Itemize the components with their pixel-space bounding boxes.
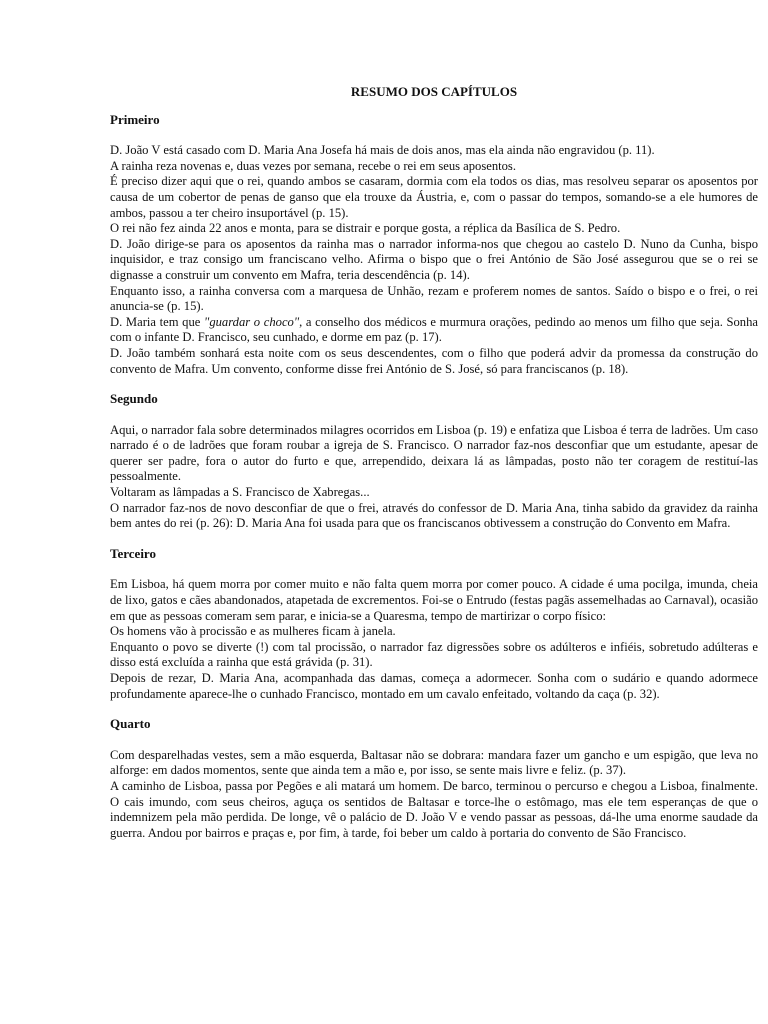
paragraph: É preciso dizer aqui que o rei, quando ambos se casaram, dormia com ela todos os dias, mas resolveu separar os aposentos por causa de um cobertor de penas de ganso que ela trouxe da Áustria, e, com o passar do tempos, somando-se a ele humores de ambos, passou a ter cheiro insuportável (p. 15). — [110, 174, 758, 220]
chapter-section-quarto — [110, 716, 758, 841]
paragraph: Enquanto o povo se diverte (!) com tal procissão, o narrador faz digressões sobre os adúlteros e infiéis, sobretudo adúlteras e disso está excluída a rainha que está grávida (p. 31). — [110, 639, 758, 670]
chapter-heading: Segundo — [110, 391, 158, 407]
paragraph: Com desparelhadas vestes, sem a mão esquerda, Baltasar não se dobrara: mandara fazer um gancho e um espigão, que leva no alforge: em dados momentos, sente que ainda tem a mão e, por isso, se sente mais livre e feliz. (p. 37). — [110, 747, 758, 778]
paragraph-text: , a conselho dos médicos e murmura orações, pedindo ao menos um filho que seja. Sonha com o infante D. Francisco, seu cunhado, e dorme em paz (p. 17). — [110, 314, 758, 345]
paragraph-text: D. Maria tem que — [110, 314, 205, 329]
chapter-heading: Quarto — [110, 716, 151, 732]
document-page — [110, 84, 758, 855]
paragraph: D. João dirige-se para os aposentos da rainha mas o narrador informa-nos que chegou ao castelo D. Nuno da Cunha, bispo inquisidor, e traz consigo um franciscano velho. Afirma o bispo que o frei António de São José assegurou que se o rei se dignasse a construir um convento em Mafra, teria descendência (p. 14). — [110, 236, 758, 282]
paragraph: Os homens vão à procissão e as mulheres ficam à janela. — [110, 624, 396, 639]
chapter-heading: Terceiro — [110, 545, 156, 561]
page-title: RESUMO DOS CAPÍTULOS — [350, 84, 518, 99]
chapter-heading: Primeiro — [110, 111, 160, 127]
paragraph: O narrador faz-nos de novo desconfiar de que o frei, através do confessor de D. Maria Ana, tinha sabido da gravidez da rainha bem antes do rei (p. 26): D. Maria Ana foi usada para que os franciscanos obtivessem a construção do Convento em Mafra. — [110, 500, 758, 531]
paragraph: D. João também sonhará esta noite com os seus descendentes, com o filho que poderá advir da promessa da construção do convento de Mafra. Um convento, conforme disse frei António de S. José, só para franciscanos (p. 18). — [110, 345, 758, 376]
paragraph: Aqui, o narrador fala sobre determinados milagres ocorridos em Lisboa (p. 19) e enfatiza que Lisboa é terra de ladrões. Um caso narrado é o de ladrões que foram roubar a igreja de S. Francisco. O narrador faz-nos desconfiar que um estudante, apesar de querer ser padre, fora o autor do furto e que, arrependido, deixara lá as lâmpadas, posto não ter coragem de restituí-las pessoalmente. — [110, 422, 758, 484]
italic-quote: "guardar o choco" — [204, 314, 300, 329]
paragraph: Em Lisboa, há quem morra por comer muito e não falta quem morra por comer pouco. A cidade é uma pocilga, imunda, cheia de lixo, gatos e cães abandonados, atapetada de excrementos. Foi-se o Entrudo (festas pagãs assemelhadas ao Carnaval), ocasião em que as pessoas comeram sem parar, e inicia-se a Quaresma, tempo de martirizar o corpo físico: — [110, 577, 758, 623]
paragraph: O rei não fez ainda 22 anos e monta, para se distrair e porque gosta, a réplica da Basílica de S. Pedro. — [110, 221, 621, 236]
chapter-section-segundo — [110, 391, 758, 532]
paragraph: Enquanto isso, a rainha conversa com a marquesa de Unhão, rezam e proferem nomes de santos. Saído o bispo e o frei, o rei anuncia-se (p. 15). — [110, 283, 758, 314]
chapter-section-terceiro — [110, 546, 758, 702]
chapters-container — [110, 112, 758, 842]
paragraph: A caminho de Lisboa, passa por Pegões e ali matará um homem. De barco, terminou o percurso e chegou a Lisboa, finalmente. O cais imundo, com seus cheiros, aguça os sentidos de Baltasar e torce-lhe o estômago, mas ele tem esperanças de que o indemnizem pela mão perdida. De longe, vê o palácio de D. João V e vendo passar as pessoas, dá-lhe uma enorme saudade da guerra. Andou por bairros e praças e, por fim, à tarde, foi beber um caldo à portaria do convento de São Francisco. — [110, 778, 758, 840]
paragraph: D. João V está casado com D. Maria Ana Josefa há mais de dois anos, mas ela ainda não engravidou (p. 11). — [110, 143, 655, 158]
paragraph: A rainha reza novenas e, duas vezes por semana, recebe o rei em seus aposentos. — [110, 158, 516, 173]
paragraph: Depois de rezar, D. Maria Ana, acompanhada das damas, começa a adormecer. Sonha com o sudário e quando adormece profundamente aparece-lhe o cunhado Francisco, montado em um cavalo enfeitado, voltando da caça (p. 32). — [110, 671, 758, 701]
paragraph — [110, 315, 758, 346]
chapter-section-primeiro — [110, 112, 758, 378]
paragraph: Voltaram as lâmpadas a S. Francisco de Xabregas... — [110, 485, 370, 500]
